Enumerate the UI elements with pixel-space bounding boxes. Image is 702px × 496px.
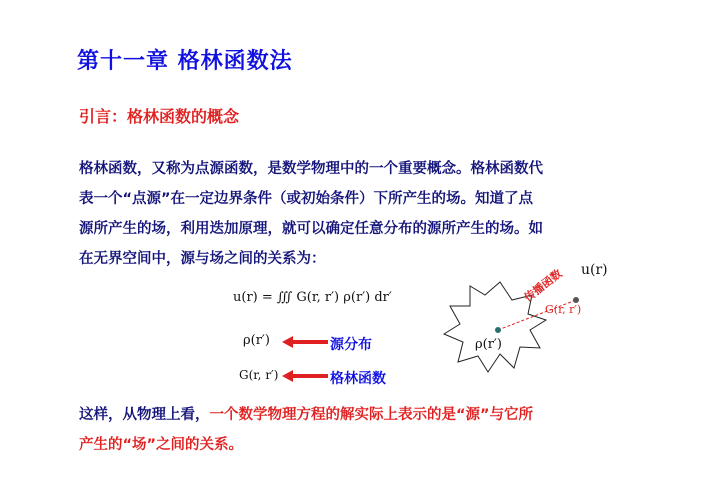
conclusion-line — [79, 400, 639, 430]
diagram-rho-label: ρ(r′) — [475, 337, 502, 352]
arrow-left-icon — [282, 368, 328, 384]
intro-line: 源所产生的场，利用迭加原理，就可以确定任意分布的源所产生的场。如 — [79, 221, 543, 237]
intro-line: 格林函数，又称为点源函数，是数学物理中的一个重要概念。格林函数代 — [79, 161, 543, 177]
chapter-title: 第十一章 格林函数法 — [77, 49, 293, 74]
section-subtitle: 引言：格林函数的概念 — [79, 107, 240, 126]
green-function-label: 格林函数 — [330, 371, 386, 387]
conclusion-paragraph — [79, 400, 639, 460]
conclusion-highlight: 一个数学物理方程的解实际上表示的是“源”与它所 — [209, 407, 534, 423]
green-integral-formula: u(r) = ∭ G(r, r′) ρ(r′) dr′ — [233, 290, 392, 305]
source-density-symbol: ρ(r′) — [243, 333, 270, 348]
intro-line: 在无界空间中，源与场之间的关系为： — [79, 251, 326, 267]
source-field-diagram — [430, 250, 620, 390]
source-distribution-label: 源分布 — [330, 337, 372, 353]
arrow-left-icon — [282, 334, 328, 350]
conclusion-line: 产生的“场”之间的关系。 — [79, 437, 244, 453]
field-u-label: u(r) — [581, 262, 608, 278]
conclusion-intro: 这样，从物理上看， — [79, 407, 210, 423]
intro-line: 表一个“点源”在一定边界条件（或初始条件）下所产生的场。知道了点 — [79, 191, 534, 207]
green-function-symbol: G(r, r′) — [239, 368, 279, 382]
diagram-green-label: G(r, r′) — [545, 303, 582, 316]
source-point — [495, 327, 501, 333]
propagation-function-label: 传播函数 — [521, 267, 565, 305]
